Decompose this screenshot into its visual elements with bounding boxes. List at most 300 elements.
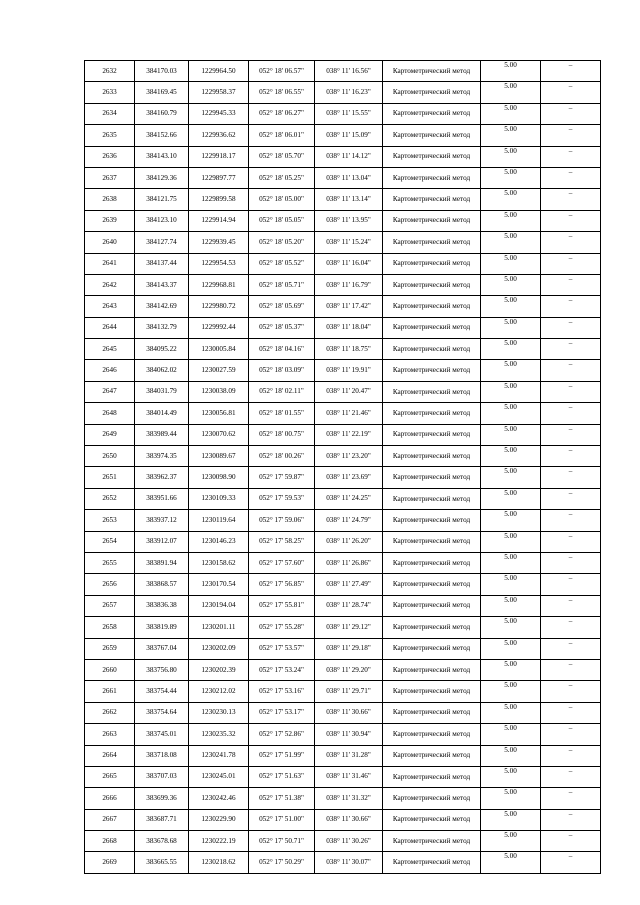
note-cell: – (541, 274, 601, 295)
accuracy-cell: 5.00 (481, 125, 541, 146)
x-coordinate-cell: 383678.68 (135, 831, 189, 852)
x-coordinate-cell: 383745.01 (135, 724, 189, 745)
point-number-cell: 2662 (85, 702, 135, 723)
table-row (85, 702, 601, 723)
point-number-cell: 2667 (85, 809, 135, 830)
y-coordinate-cell: 1230027.59 (189, 360, 249, 381)
note-cell: – (541, 531, 601, 552)
latitude-cell: 052° 18' 02.11" (249, 381, 315, 402)
table-row (85, 745, 601, 766)
y-coordinate-cell: 1230242.46 (189, 788, 249, 809)
note-cell: – (541, 467, 601, 488)
latitude-cell: 052° 17' 51.63" (249, 766, 315, 787)
method-cell: Картометрический метод (383, 167, 481, 188)
longitude-cell: 038° 11' 13.04" (315, 167, 383, 188)
note-cell: – (541, 638, 601, 659)
longitude-cell: 038° 11' 29.18" (315, 638, 383, 659)
y-coordinate-cell: 1230241.78 (189, 745, 249, 766)
note-cell: – (541, 681, 601, 702)
y-coordinate-cell: 1230070.62 (189, 424, 249, 445)
latitude-cell: 052° 17' 51.38" (249, 788, 315, 809)
y-coordinate-cell: 1230202.09 (189, 638, 249, 659)
accuracy-cell: 5.00 (481, 210, 541, 231)
table-row (85, 167, 601, 188)
latitude-cell: 052° 17' 51.99" (249, 745, 315, 766)
y-coordinate-cell: 1230158.62 (189, 552, 249, 573)
latitude-cell: 052° 18' 05.71" (249, 274, 315, 295)
accuracy-cell: 5.00 (481, 360, 541, 381)
accuracy-cell: 5.00 (481, 103, 541, 124)
longitude-cell: 038° 11' 13.95" (315, 210, 383, 231)
method-cell: Картометрический метод (383, 360, 481, 381)
point-number-cell: 2647 (85, 381, 135, 402)
longitude-cell: 038° 11' 17.42" (315, 296, 383, 317)
x-coordinate-cell: 383665.55 (135, 852, 189, 873)
x-coordinate-cell: 384123.10 (135, 210, 189, 231)
y-coordinate-cell: 1230098.90 (189, 467, 249, 488)
longitude-cell: 038° 11' 31.32" (315, 788, 383, 809)
method-cell: Картометрический метод (383, 125, 481, 146)
accuracy-cell: 5.00 (481, 788, 541, 809)
longitude-cell: 038° 11' 16.56" (315, 61, 383, 82)
x-coordinate-cell: 384169.45 (135, 82, 189, 103)
accuracy-cell: 5.00 (481, 424, 541, 445)
y-coordinate-cell: 1230089.67 (189, 446, 249, 467)
method-cell: Картометрический метод (383, 659, 481, 680)
x-coordinate-cell: 383718.08 (135, 745, 189, 766)
accuracy-cell: 5.00 (481, 681, 541, 702)
table-row (85, 424, 601, 445)
point-number-cell: 2659 (85, 638, 135, 659)
point-number-cell: 2660 (85, 659, 135, 680)
y-coordinate-cell: 1229980.72 (189, 296, 249, 317)
method-cell: Картометрический метод (383, 531, 481, 552)
longitude-cell: 038° 11' 29.12" (315, 617, 383, 638)
latitude-cell: 052° 17' 51.00" (249, 809, 315, 830)
longitude-cell: 038° 11' 19.91" (315, 360, 383, 381)
method-cell: Картометрический метод (383, 403, 481, 424)
method-cell: Картометрический метод (383, 82, 481, 103)
method-cell: Картометрический метод (383, 638, 481, 659)
method-cell: Картометрический метод (383, 595, 481, 616)
table-row (85, 574, 601, 595)
note-cell: – (541, 125, 601, 146)
note-cell: – (541, 296, 601, 317)
note-cell: – (541, 745, 601, 766)
longitude-cell: 038° 11' 21.46" (315, 403, 383, 424)
x-coordinate-cell: 384121.75 (135, 189, 189, 210)
point-number-cell: 2652 (85, 488, 135, 509)
accuracy-cell: 5.00 (481, 339, 541, 360)
accuracy-cell: 5.00 (481, 403, 541, 424)
longitude-cell: 038° 11' 16.04" (315, 253, 383, 274)
longitude-cell: 038° 11' 15.09" (315, 125, 383, 146)
latitude-cell: 052° 17' 55.81" (249, 595, 315, 616)
point-number-cell: 2639 (85, 210, 135, 231)
point-number-cell: 2650 (85, 446, 135, 467)
y-coordinate-cell: 1229918.17 (189, 146, 249, 167)
x-coordinate-cell: 383891.94 (135, 552, 189, 573)
longitude-cell: 038° 11' 18.04" (315, 317, 383, 338)
note-cell: – (541, 766, 601, 787)
point-number-cell: 2638 (85, 189, 135, 210)
longitude-cell: 038° 11' 15.55" (315, 103, 383, 124)
x-coordinate-cell: 383754.64 (135, 702, 189, 723)
table-row (85, 446, 601, 467)
table-row (85, 232, 601, 253)
note-cell: – (541, 403, 601, 424)
method-cell: Картометрический метод (383, 552, 481, 573)
point-number-cell: 2634 (85, 103, 135, 124)
note-cell: – (541, 702, 601, 723)
note-cell: – (541, 82, 601, 103)
method-cell: Картометрический метод (383, 381, 481, 402)
table-row (85, 317, 601, 338)
longitude-cell: 038° 11' 29.71" (315, 681, 383, 702)
latitude-cell: 052° 18' 05.52" (249, 253, 315, 274)
method-cell: Картометрический метод (383, 467, 481, 488)
note-cell: – (541, 552, 601, 573)
note-cell: – (541, 424, 601, 445)
method-cell: Картометрический метод (383, 210, 481, 231)
accuracy-cell: 5.00 (481, 852, 541, 873)
x-coordinate-cell: 383962.37 (135, 467, 189, 488)
method-cell: Картометрический метод (383, 510, 481, 531)
x-coordinate-cell: 383989.44 (135, 424, 189, 445)
accuracy-cell: 5.00 (481, 809, 541, 830)
accuracy-cell: 5.00 (481, 167, 541, 188)
point-number-cell: 2632 (85, 61, 135, 82)
point-number-cell: 2635 (85, 125, 135, 146)
coordinates-page (84, 60, 600, 874)
latitude-cell: 052° 17' 56.85" (249, 574, 315, 595)
method-cell: Картометрический метод (383, 745, 481, 766)
method-cell: Картометрический метод (383, 724, 481, 745)
longitude-cell: 038° 11' 30.66" (315, 702, 383, 723)
longitude-cell: 038° 11' 22.19" (315, 424, 383, 445)
latitude-cell: 052° 17' 50.71" (249, 831, 315, 852)
accuracy-cell: 5.00 (481, 831, 541, 852)
latitude-cell: 052° 18' 05.70" (249, 146, 315, 167)
y-coordinate-cell: 1230202.39 (189, 659, 249, 680)
y-coordinate-cell: 1230109.33 (189, 488, 249, 509)
method-cell: Картометрический метод (383, 574, 481, 595)
note-cell: – (541, 617, 601, 638)
y-coordinate-cell: 1229968.81 (189, 274, 249, 295)
method-cell: Картометрический метод (383, 296, 481, 317)
point-number-cell: 2633 (85, 82, 135, 103)
method-cell: Картометрический метод (383, 681, 481, 702)
method-cell: Картометрический метод (383, 852, 481, 873)
latitude-cell: 052° 18' 06.01" (249, 125, 315, 146)
table-row (85, 831, 601, 852)
table-row (85, 617, 601, 638)
latitude-cell: 052° 17' 53.17" (249, 702, 315, 723)
latitude-cell: 052° 17' 53.57" (249, 638, 315, 659)
note-cell: – (541, 210, 601, 231)
latitude-cell: 052° 17' 59.06" (249, 510, 315, 531)
note-cell: – (541, 488, 601, 509)
note-cell: – (541, 189, 601, 210)
longitude-cell: 038° 11' 23.20" (315, 446, 383, 467)
x-coordinate-cell: 384152.66 (135, 125, 189, 146)
point-number-cell: 2651 (85, 467, 135, 488)
y-coordinate-cell: 1229958.37 (189, 82, 249, 103)
latitude-cell: 052° 18' 03.09" (249, 360, 315, 381)
note-cell: – (541, 103, 601, 124)
longitude-cell: 038° 11' 15.24" (315, 232, 383, 253)
x-coordinate-cell: 384142.69 (135, 296, 189, 317)
x-coordinate-cell: 383819.89 (135, 617, 189, 638)
note-cell: – (541, 167, 601, 188)
latitude-cell: 052° 17' 53.16" (249, 681, 315, 702)
x-coordinate-cell: 384170.03 (135, 61, 189, 82)
y-coordinate-cell: 1229964.50 (189, 61, 249, 82)
note-cell: – (541, 381, 601, 402)
point-number-cell: 2657 (85, 595, 135, 616)
note-cell: – (541, 659, 601, 680)
longitude-cell: 038° 11' 20.47" (315, 381, 383, 402)
method-cell: Картометрический метод (383, 61, 481, 82)
x-coordinate-cell: 384031.79 (135, 381, 189, 402)
x-coordinate-cell: 383687.71 (135, 809, 189, 830)
table-row (85, 339, 601, 360)
method-cell: Картометрический метод (383, 317, 481, 338)
accuracy-cell: 5.00 (481, 552, 541, 573)
y-coordinate-cell: 1230056.81 (189, 403, 249, 424)
x-coordinate-cell: 384143.37 (135, 274, 189, 295)
method-cell: Картометрический метод (383, 702, 481, 723)
y-coordinate-cell: 1230146.23 (189, 531, 249, 552)
method-cell: Картометрический метод (383, 232, 481, 253)
point-number-cell: 2642 (85, 274, 135, 295)
accuracy-cell: 5.00 (481, 574, 541, 595)
x-coordinate-cell: 384160.79 (135, 103, 189, 124)
x-coordinate-cell: 383707.03 (135, 766, 189, 787)
point-number-cell: 2643 (85, 296, 135, 317)
latitude-cell: 052° 18' 04.16" (249, 339, 315, 360)
accuracy-cell: 5.00 (481, 381, 541, 402)
point-number-cell: 2640 (85, 232, 135, 253)
y-coordinate-cell: 1229914.94 (189, 210, 249, 231)
y-coordinate-cell: 1230005.84 (189, 339, 249, 360)
y-coordinate-cell: 1230222.19 (189, 831, 249, 852)
longitude-cell: 038° 11' 30.94" (315, 724, 383, 745)
point-number-cell: 2664 (85, 745, 135, 766)
longitude-cell: 038° 11' 30.26" (315, 831, 383, 852)
longitude-cell: 038° 11' 16.23" (315, 82, 383, 103)
accuracy-cell: 5.00 (481, 510, 541, 531)
latitude-cell: 052° 18' 05.00" (249, 189, 315, 210)
table-row (85, 531, 601, 552)
accuracy-cell: 5.00 (481, 766, 541, 787)
point-number-cell: 2654 (85, 531, 135, 552)
accuracy-cell: 5.00 (481, 317, 541, 338)
y-coordinate-cell: 1229899.58 (189, 189, 249, 210)
accuracy-cell: 5.00 (481, 638, 541, 659)
longitude-cell: 038° 11' 30.07" (315, 852, 383, 873)
method-cell: Картометрический метод (383, 488, 481, 509)
table-row (85, 681, 601, 702)
accuracy-cell: 5.00 (481, 253, 541, 274)
point-number-cell: 2656 (85, 574, 135, 595)
point-number-cell: 2646 (85, 360, 135, 381)
note-cell: – (541, 360, 601, 381)
table-row (85, 296, 601, 317)
point-number-cell: 2636 (85, 146, 135, 167)
note-cell: – (541, 317, 601, 338)
table-row (85, 210, 601, 231)
point-number-cell: 2663 (85, 724, 135, 745)
note-cell: – (541, 831, 601, 852)
point-number-cell: 2666 (85, 788, 135, 809)
longitude-cell: 038° 11' 24.25" (315, 488, 383, 509)
table-row (85, 189, 601, 210)
point-number-cell: 2668 (85, 831, 135, 852)
method-cell: Картометрический метод (383, 809, 481, 830)
method-cell: Картометрический метод (383, 766, 481, 787)
latitude-cell: 052° 18' 05.05" (249, 210, 315, 231)
table-row (85, 61, 601, 82)
y-coordinate-cell: 1230245.01 (189, 766, 249, 787)
point-number-cell: 2653 (85, 510, 135, 531)
accuracy-cell: 5.00 (481, 702, 541, 723)
method-cell: Картометрический метод (383, 339, 481, 360)
latitude-cell: 052° 18' 05.20" (249, 232, 315, 253)
x-coordinate-cell: 384129.36 (135, 167, 189, 188)
table-row (85, 103, 601, 124)
method-cell: Картометрический метод (383, 189, 481, 210)
x-coordinate-cell: 384137.44 (135, 253, 189, 274)
y-coordinate-cell: 1230235.32 (189, 724, 249, 745)
method-cell: Картометрический метод (383, 146, 481, 167)
y-coordinate-cell: 1230119.64 (189, 510, 249, 531)
note-cell: – (541, 809, 601, 830)
x-coordinate-cell: 383937.12 (135, 510, 189, 531)
x-coordinate-cell: 383756.80 (135, 659, 189, 680)
latitude-cell: 052° 18' 00.26" (249, 446, 315, 467)
method-cell: Картометрический метод (383, 274, 481, 295)
method-cell: Картометрический метод (383, 617, 481, 638)
latitude-cell: 052° 18' 05.69" (249, 296, 315, 317)
point-number-cell: 2648 (85, 403, 135, 424)
note-cell: – (541, 724, 601, 745)
point-number-cell: 2669 (85, 852, 135, 873)
y-coordinate-cell: 1230201.11 (189, 617, 249, 638)
longitude-cell: 038° 11' 23.69" (315, 467, 383, 488)
latitude-cell: 052° 18' 05.25" (249, 167, 315, 188)
accuracy-cell: 5.00 (481, 189, 541, 210)
note-cell: – (541, 595, 601, 616)
accuracy-cell: 5.00 (481, 82, 541, 103)
longitude-cell: 038° 11' 31.28" (315, 745, 383, 766)
note-cell: – (541, 146, 601, 167)
table-row (85, 360, 601, 381)
table-row (85, 638, 601, 659)
table-row (85, 852, 601, 873)
x-coordinate-cell: 384062.02 (135, 360, 189, 381)
y-coordinate-cell: 1230212.02 (189, 681, 249, 702)
x-coordinate-cell: 384132.79 (135, 317, 189, 338)
longitude-cell: 038° 11' 27.49" (315, 574, 383, 595)
accuracy-cell: 5.00 (481, 745, 541, 766)
table-row (85, 595, 601, 616)
latitude-cell: 052° 17' 52.86" (249, 724, 315, 745)
note-cell: – (541, 788, 601, 809)
point-number-cell: 2649 (85, 424, 135, 445)
x-coordinate-cell: 384143.10 (135, 146, 189, 167)
note-cell: – (541, 852, 601, 873)
point-number-cell: 2645 (85, 339, 135, 360)
table-row (85, 146, 601, 167)
table-row (85, 253, 601, 274)
point-number-cell: 2644 (85, 317, 135, 338)
accuracy-cell: 5.00 (481, 488, 541, 509)
longitude-cell: 038° 11' 26.20" (315, 531, 383, 552)
y-coordinate-cell: 1229897.77 (189, 167, 249, 188)
x-coordinate-cell: 383836.38 (135, 595, 189, 616)
note-cell: – (541, 61, 601, 82)
x-coordinate-cell: 383974.35 (135, 446, 189, 467)
y-coordinate-cell: 1229954.53 (189, 253, 249, 274)
accuracy-cell: 5.00 (481, 274, 541, 295)
y-coordinate-cell: 1230229.90 (189, 809, 249, 830)
latitude-cell: 052° 17' 57.60" (249, 552, 315, 573)
longitude-cell: 038° 11' 13.14" (315, 189, 383, 210)
latitude-cell: 052° 17' 58.25" (249, 531, 315, 552)
accuracy-cell: 5.00 (481, 659, 541, 680)
method-cell: Картометрический метод (383, 831, 481, 852)
table-row (85, 467, 601, 488)
point-number-cell: 2641 (85, 253, 135, 274)
latitude-cell: 052° 17' 59.53" (249, 488, 315, 509)
note-cell: – (541, 510, 601, 531)
x-coordinate-cell: 384095.22 (135, 339, 189, 360)
accuracy-cell: 5.00 (481, 146, 541, 167)
note-cell: – (541, 253, 601, 274)
table-row (85, 274, 601, 295)
accuracy-cell: 5.00 (481, 724, 541, 745)
x-coordinate-cell: 383951.66 (135, 488, 189, 509)
longitude-cell: 038° 11' 14.12" (315, 146, 383, 167)
accuracy-cell: 5.00 (481, 296, 541, 317)
y-coordinate-cell: 1230218.62 (189, 852, 249, 873)
y-coordinate-cell: 1230230.13 (189, 702, 249, 723)
table-row (85, 510, 601, 531)
latitude-cell: 052° 18' 06.57" (249, 61, 315, 82)
table-row (85, 724, 601, 745)
x-coordinate-cell: 383754.44 (135, 681, 189, 702)
point-number-cell: 2658 (85, 617, 135, 638)
table-row (85, 552, 601, 573)
latitude-cell: 052° 18' 06.55" (249, 82, 315, 103)
table-row (85, 82, 601, 103)
latitude-cell: 052° 18' 00.75" (249, 424, 315, 445)
y-coordinate-cell: 1229936.62 (189, 125, 249, 146)
table-row (85, 659, 601, 680)
longitude-cell: 038° 11' 31.46" (315, 766, 383, 787)
accuracy-cell: 5.00 (481, 617, 541, 638)
method-cell: Картометрический метод (383, 788, 481, 809)
latitude-cell: 052° 17' 50.29" (249, 852, 315, 873)
method-cell: Картометрический метод (383, 446, 481, 467)
method-cell: Картометрический метод (383, 103, 481, 124)
table-row (85, 403, 601, 424)
latitude-cell: 052° 18' 06.27" (249, 103, 315, 124)
longitude-cell: 038° 11' 16.79" (315, 274, 383, 295)
table-body (85, 61, 601, 874)
note-cell: – (541, 339, 601, 360)
